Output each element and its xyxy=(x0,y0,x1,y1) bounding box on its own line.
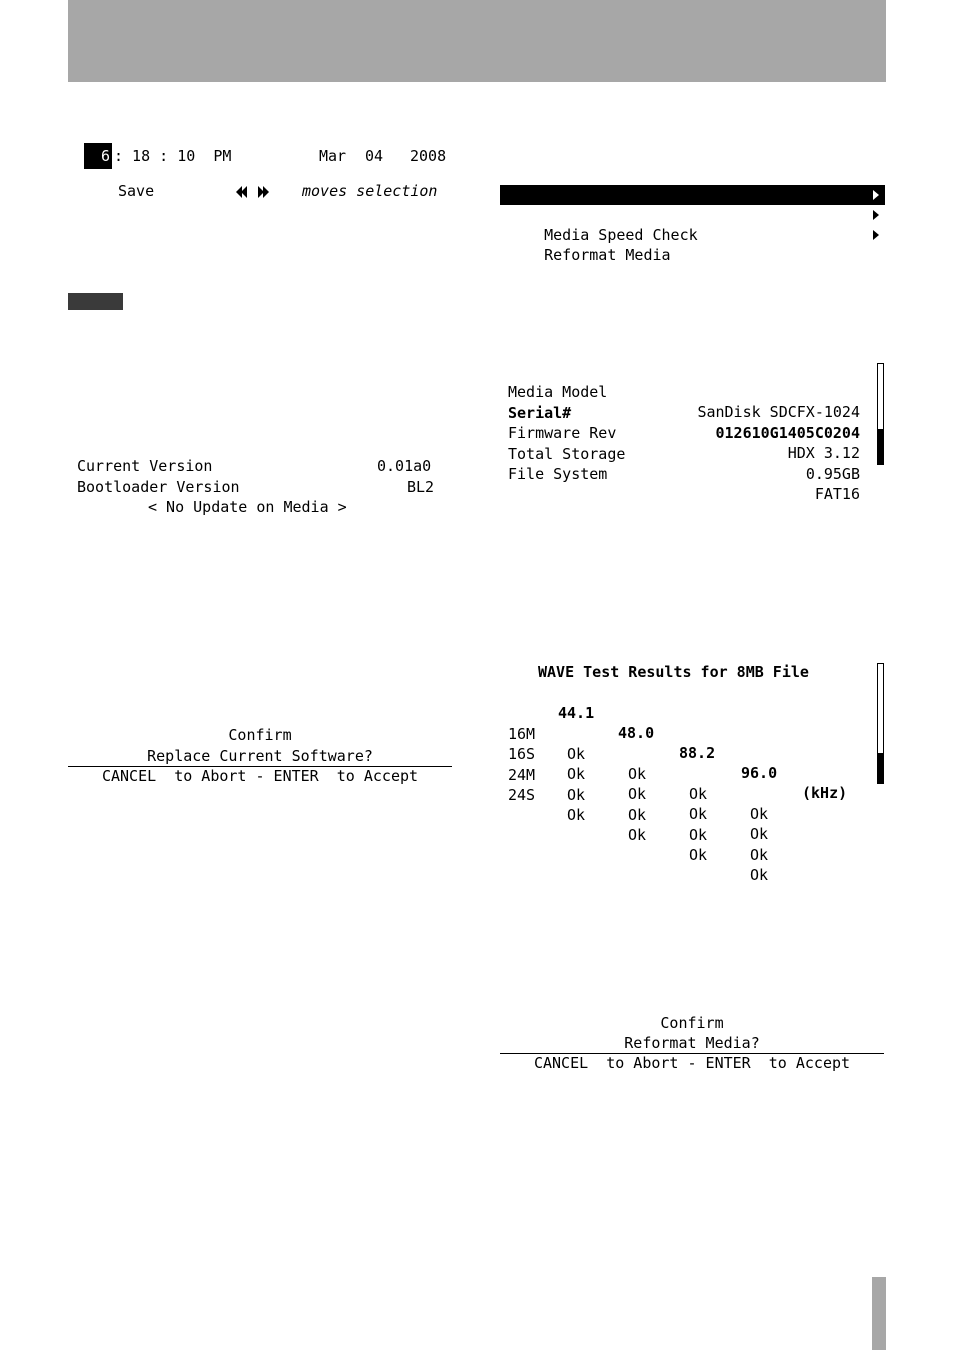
bootloader-version-value: BL2 xyxy=(407,478,435,496)
rate-header: 96.0 xyxy=(741,764,778,782)
update-status: < No Update on Media > xyxy=(148,498,347,516)
submenu-arrow-icon xyxy=(873,190,879,200)
result-cell: Ok xyxy=(628,806,647,824)
page-side-tab xyxy=(872,1277,886,1350)
result-cell: Ok xyxy=(628,826,647,844)
clock-time-rest: : 18 : 10 PM xyxy=(114,147,232,165)
result-cell: Ok xyxy=(628,765,647,783)
firmware-value: HDX 3.12 xyxy=(787,444,860,462)
result-cell: Ok xyxy=(567,745,586,763)
menu-item-media-speed-check[interactable] xyxy=(500,205,885,244)
media-model-label: Media Model xyxy=(508,383,608,401)
rewind-forward-icon xyxy=(236,186,270,198)
wave-test-title: WAVE Test Results for 8MB File xyxy=(538,663,809,681)
rate-header: 88.2 xyxy=(679,744,716,762)
clock-save-label[interactable]: Save xyxy=(118,182,155,200)
confirm-reformat-footer: CANCEL to Abort - ENTER to Accept xyxy=(533,1054,851,1072)
rate-header: 44.1 xyxy=(558,704,595,722)
confirm-reformat-title: Confirm xyxy=(660,1014,724,1032)
wave-test-scrollbar[interactable] xyxy=(877,663,884,784)
result-cell: Ok xyxy=(750,805,769,823)
firmware-label: Firmware Rev xyxy=(508,424,617,442)
menu-item-label: Media Speed Check xyxy=(544,226,698,244)
result-cell: Ok xyxy=(689,785,708,803)
result-cell: Ok xyxy=(750,866,769,884)
confirm-software-question: Replace Current Software? xyxy=(147,747,373,765)
confirm-software-title: Confirm xyxy=(228,726,292,744)
menu-item-media-information[interactable] xyxy=(500,185,885,224)
media-info-scrollbar[interactable] xyxy=(877,363,884,465)
menu-item-reformat-media[interactable] xyxy=(500,225,885,264)
scrollbar-thumb[interactable] xyxy=(878,753,883,783)
mode-cell: 24S xyxy=(508,786,536,804)
current-version-value: 0.01a0 xyxy=(377,457,432,475)
mode-cell: 24M xyxy=(508,766,536,784)
clock-day: 04 xyxy=(365,147,384,165)
confirm-software-footer: CANCEL to Abort - ENTER to Accept xyxy=(101,767,419,785)
current-version-label: Current Version xyxy=(77,457,213,475)
section-marker xyxy=(68,293,123,310)
result-cell: Ok xyxy=(628,785,647,803)
result-cell: Ok xyxy=(689,826,708,844)
result-cell: Ok xyxy=(567,806,586,824)
result-cell: Ok xyxy=(750,825,769,843)
media-model-value: SanDisk SDCFX-1024 xyxy=(697,403,860,421)
result-cell: Ok xyxy=(567,786,586,804)
menu-item-label: Media Information xyxy=(544,206,698,224)
submenu-arrow-icon xyxy=(873,210,879,220)
file-system-value: FAT16 xyxy=(814,485,860,503)
rate-unit: (kHz) xyxy=(802,784,848,802)
result-cell: Ok xyxy=(750,846,769,864)
result-cell: Ok xyxy=(567,765,586,783)
file-system-label: File System xyxy=(508,465,608,483)
clock-month: Mar xyxy=(319,147,347,165)
serial-value: 012610G1405C0204 xyxy=(715,424,860,442)
submenu-arrow-icon xyxy=(873,230,879,240)
clock-hour-field[interactable]: 6 xyxy=(84,143,112,169)
scrollbar-thumb[interactable] xyxy=(878,429,883,464)
page-header-bar xyxy=(68,0,886,82)
rate-header: 48.0 xyxy=(618,724,655,742)
total-storage-label: Total Storage xyxy=(508,445,626,463)
result-cell: Ok xyxy=(689,805,708,823)
confirm-reformat-question: Reformat Media? xyxy=(624,1034,760,1052)
menu-item-label: Reformat Media xyxy=(544,246,671,264)
clock-year: 2008 xyxy=(410,147,447,165)
serial-label: Serial# xyxy=(508,404,572,422)
bootloader-version-label: Bootloader Version xyxy=(77,478,240,496)
clock-hint: moves selection xyxy=(302,182,438,200)
mode-cell: 16M xyxy=(508,725,536,743)
total-storage-value: 0.95GB xyxy=(805,465,860,483)
mode-cell: 16S xyxy=(508,745,536,763)
result-cell: Ok xyxy=(689,846,708,864)
